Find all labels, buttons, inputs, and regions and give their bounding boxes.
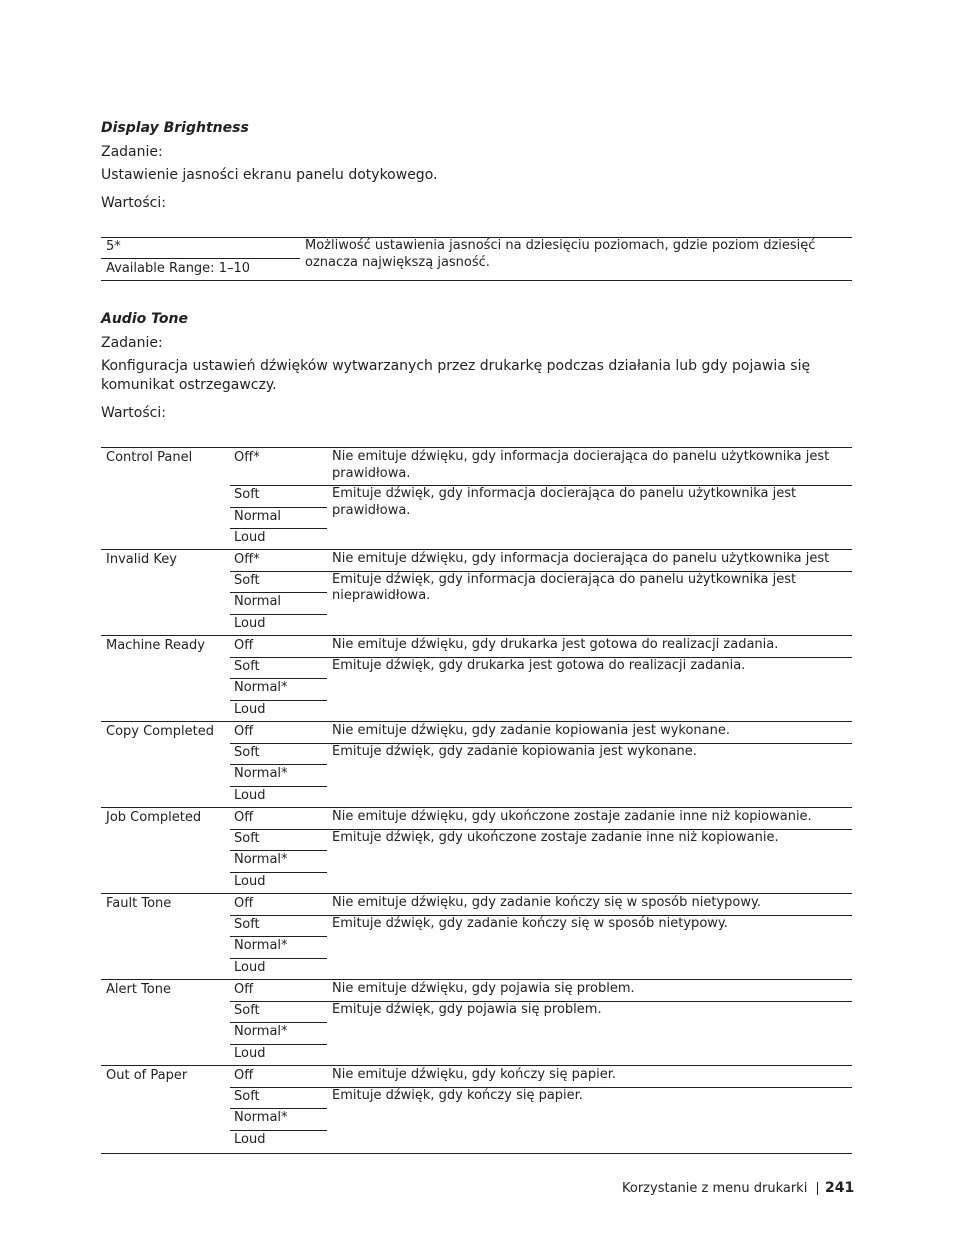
option-value: Normal [234, 594, 282, 609]
option-separator [230, 786, 327, 787]
option-separator [230, 678, 327, 679]
brightness-range: Available Range: 1–10 [106, 261, 251, 276]
option-value: Loud [234, 787, 266, 803]
option-value: Normal* [234, 938, 288, 953]
option-value: Normal* [234, 852, 288, 867]
option-value: Off [234, 724, 254, 739]
on-description: Emituje dźwięk, gdy zadanie kończy się w sposób nietypowy. [332, 915, 728, 931]
off-description: Nie emituje dźwięku, gdy pojawia się problem. [332, 981, 635, 996]
option-value: Loud [234, 959, 266, 975]
display-brightness-task-text: Ustawienie jasności ekranu panelu dotykowego. [101, 167, 438, 183]
option-value: Soft [234, 487, 260, 502]
off-description: Nie emituje dźwięku, gdy informacja docierająca do panelu użytkownika jest prawidłowa. [332, 449, 830, 481]
option-value: Soft [234, 1002, 260, 1018]
option-value: Normal* [234, 766, 288, 781]
audio-tone-values-label: Wartości: [101, 405, 166, 421]
option-value: Soft [234, 830, 260, 846]
option-value: Soft [234, 658, 260, 674]
footer-chapter: Korzystanie z menu drukarki [622, 1181, 808, 1196]
audio-setting-name: Copy Completed [106, 724, 215, 739]
option-separator [230, 592, 327, 593]
off-description: Nie emituje dźwięku, gdy informacja docierająca do panelu użytkownika jest [332, 551, 830, 566]
audio-tone-task-text: Konfiguracja ustawień dźwięków wytwarzanych przez drukarkę podczas działania lub gdy pojawia się komunikat ostrzegawczy. [101, 358, 811, 393]
option-separator [230, 1130, 327, 1131]
option-separator [230, 872, 327, 873]
table-row-separator [101, 447, 852, 448]
audio-setting-name: Machine Ready [106, 638, 205, 653]
option-value: Normal* [234, 1024, 288, 1039]
audio-setting-name: Out of Paper [106, 1068, 188, 1083]
option-value: Off [234, 896, 254, 911]
table-row-separator [101, 549, 852, 550]
on-description: Emituje dźwięk, gdy pojawia się problem. [332, 1001, 602, 1017]
on-description: Emituje dźwięk, gdy ukończone zostaje zadanie inne niż kopiowanie. [332, 829, 779, 845]
option-separator [230, 1044, 327, 1045]
audio-setting-name: Job Completed [106, 810, 202, 825]
on-description: Emituje dźwięk, gdy drukarka jest gotowa do realizacji zadania. [332, 657, 746, 673]
on-description: Emituje dźwięk, gdy informacja docierająca do panelu użytkownika jest nieprawidłowa. [332, 571, 797, 603]
display-brightness-values-label: Wartości: [101, 195, 166, 211]
option-value: Off [234, 810, 254, 825]
option-value: Off* [234, 552, 260, 567]
option-separator [230, 614, 327, 615]
option-separator [230, 1108, 327, 1109]
option-separator [230, 764, 327, 765]
footer-separator [817, 1182, 818, 1195]
option-separator [230, 1022, 327, 1023]
on-description: Emituje dźwięk, gdy kończy się papier. [332, 1087, 583, 1103]
audio-tone-task-label: Zadanie: [101, 335, 163, 351]
off-description: Nie emituje dźwięku, gdy drukarka jest gotowa do realizacji zadania. [332, 637, 779, 652]
table-row-separator [101, 893, 852, 894]
off-description: Nie emituje dźwięku, gdy zadanie kończy się w sposób nietypowy. [332, 895, 761, 910]
table-row-separator [101, 721, 852, 722]
option-value: Off [234, 638, 254, 653]
option-separator [230, 936, 327, 937]
audio-setting-name: Control Panel [106, 450, 193, 465]
option-value: Loud [234, 1045, 266, 1061]
option-value: Loud [234, 1131, 266, 1147]
option-separator [230, 850, 327, 851]
off-description: Nie emituje dźwięku, gdy ukończone zostaje zadanie inne niż kopiowanie. [332, 809, 812, 824]
option-value: Loud [234, 873, 266, 889]
option-value: Loud [234, 615, 266, 631]
brightness-description: Możliwość ustawienia jasności na dziesięciu poziomach, gdzie poziom dziesięć oznacza największą jasność. [305, 238, 816, 270]
option-value: Normal* [234, 1110, 288, 1125]
option-separator [230, 528, 327, 529]
audio-setting-name: Fault Tone [106, 896, 172, 911]
option-separator [230, 700, 327, 701]
option-value: Soft [234, 1088, 260, 1104]
table-row-separator [101, 979, 852, 980]
option-value: Off [234, 982, 254, 997]
option-separator [230, 958, 327, 959]
option-separator [230, 507, 327, 508]
option-value: Normal [234, 508, 282, 524]
option-value: Normal* [234, 680, 288, 695]
audio-tone-title: Audio Tone [101, 311, 188, 327]
option-value: Soft [234, 572, 260, 588]
table-row-separator [101, 1065, 852, 1066]
on-description: Emituje dźwięk, gdy zadanie kopiowania jest wykonane. [332, 743, 697, 759]
display-brightness-title: Display Brightness [101, 120, 249, 136]
page-number: 241 [825, 1180, 855, 1196]
off-description: Nie emituje dźwięku, gdy kończy się papier. [332, 1067, 617, 1082]
off-description: Nie emituje dźwięku, gdy zadanie kopiowania jest wykonane. [332, 723, 731, 738]
audio-setting-name: Alert Tone [106, 982, 171, 997]
on-description: Emituje dźwięk, gdy informacja docierająca do panelu użytkownika jest prawidłowa. [332, 486, 797, 518]
table-bottom-border [101, 1153, 852, 1154]
audio-setting-name: Invalid Key [106, 552, 177, 567]
option-value: Soft [234, 916, 260, 932]
display-brightness-task-label: Zadanie: [101, 144, 163, 160]
table-row-separator [101, 635, 852, 636]
option-value: Off* [234, 450, 260, 465]
option-value: Loud [234, 530, 266, 545]
option-value: Soft [234, 744, 260, 760]
table-row-separator [101, 807, 852, 808]
option-value: Off [234, 1068, 254, 1083]
option-value: Loud [234, 701, 266, 717]
brightness-default-value: 5* [106, 239, 121, 254]
